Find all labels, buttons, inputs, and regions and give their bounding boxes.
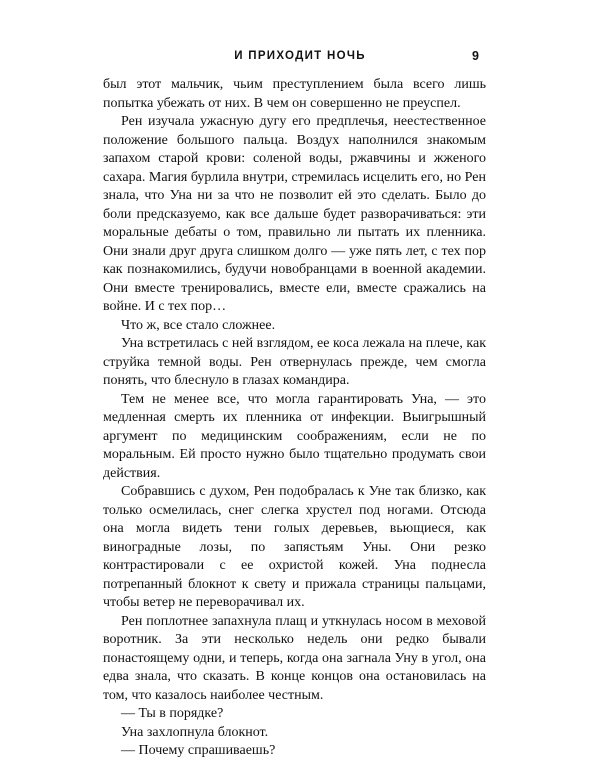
paragraph: Уна встретилась с ней взглядом, ее коса лежала на плече, как струйка темной воды. Рен отвернулась прежде, чем смогла понять, что блеснуло в глазах командира. (103, 336, 486, 388)
page-number: 9 (472, 49, 479, 63)
book-title: И ПРИХОДИТ НОЧЬ (234, 50, 366, 62)
paragraph: Рен поплотнее запахнула плащ и уткнулась носом в меховой воротник. За эти несколько недель они редко бывали понастоящему одни, и теперь, когда она загнала Уну в угол, она едва знала, что сказать. В конце концов она остановилась на том, что казалось наиболее честным. (103, 613, 486, 703)
body-text (103, 76, 486, 761)
paragraph: Что ж, все стало сложнее. (121, 317, 276, 333)
paragraph: Собравшись с духом, Рен подобралась к Уне так близко, как только осмелилась, снег слегка хрустел под ногами. Отсюда она могла видеть тени голых деревьев, вьющиеся, как виноградные лозы, по запястьям Уны. Они резко контрастировали с ее охристой кожей. Уна поднесла потрепанный блокнот к свету и прижала страницы пальцами, чтобы ветер не переворачивал их. (103, 484, 486, 610)
running-head (0, 48, 600, 68)
dialogue-line: — Почему спрашиваешь? (121, 743, 276, 758)
dialogue-line: — Ты в порядке? (121, 706, 224, 721)
paragraph: Тем не менее все, что могла гарантировать Уна, — это медленная смерть их пленника от инфекции. Выигрышный аргумент по медицинским соображениям, если не по моральным. Ей просто нужно было тщательно продумать свои действия. (103, 391, 486, 481)
paragraph: Уна захлопнула блокнот. (121, 724, 269, 740)
paragraph: Рен изучала ужасную дугу его предплечья, неестественное положение большого пальца. Воздух наполнился знакомым запахом старой крови: соленой воды, ржавчины и жженого сахара. Магия бурлила внутри, стремилась исцелить его, но Рен знала, что Уна ни за что не позволит ей это сделать. Было до боли предсказуемо, как все дальше будет разворачиваться: эти моральные дебаты о том, правильно ли пытать их пленника. Они знали друг друга слишком долго — уже пять лет, с тех пор как познакомились, будучи новобранцами в военной академии. Они вместе тренировались, вместе ели, вместе сражались на войне. И с тех пор… (103, 114, 486, 314)
paragraph: был этот мальчик, чьим преступлением была всего лишь попытка убежать от них. В чем он совершенно не преуспел. (103, 77, 486, 111)
